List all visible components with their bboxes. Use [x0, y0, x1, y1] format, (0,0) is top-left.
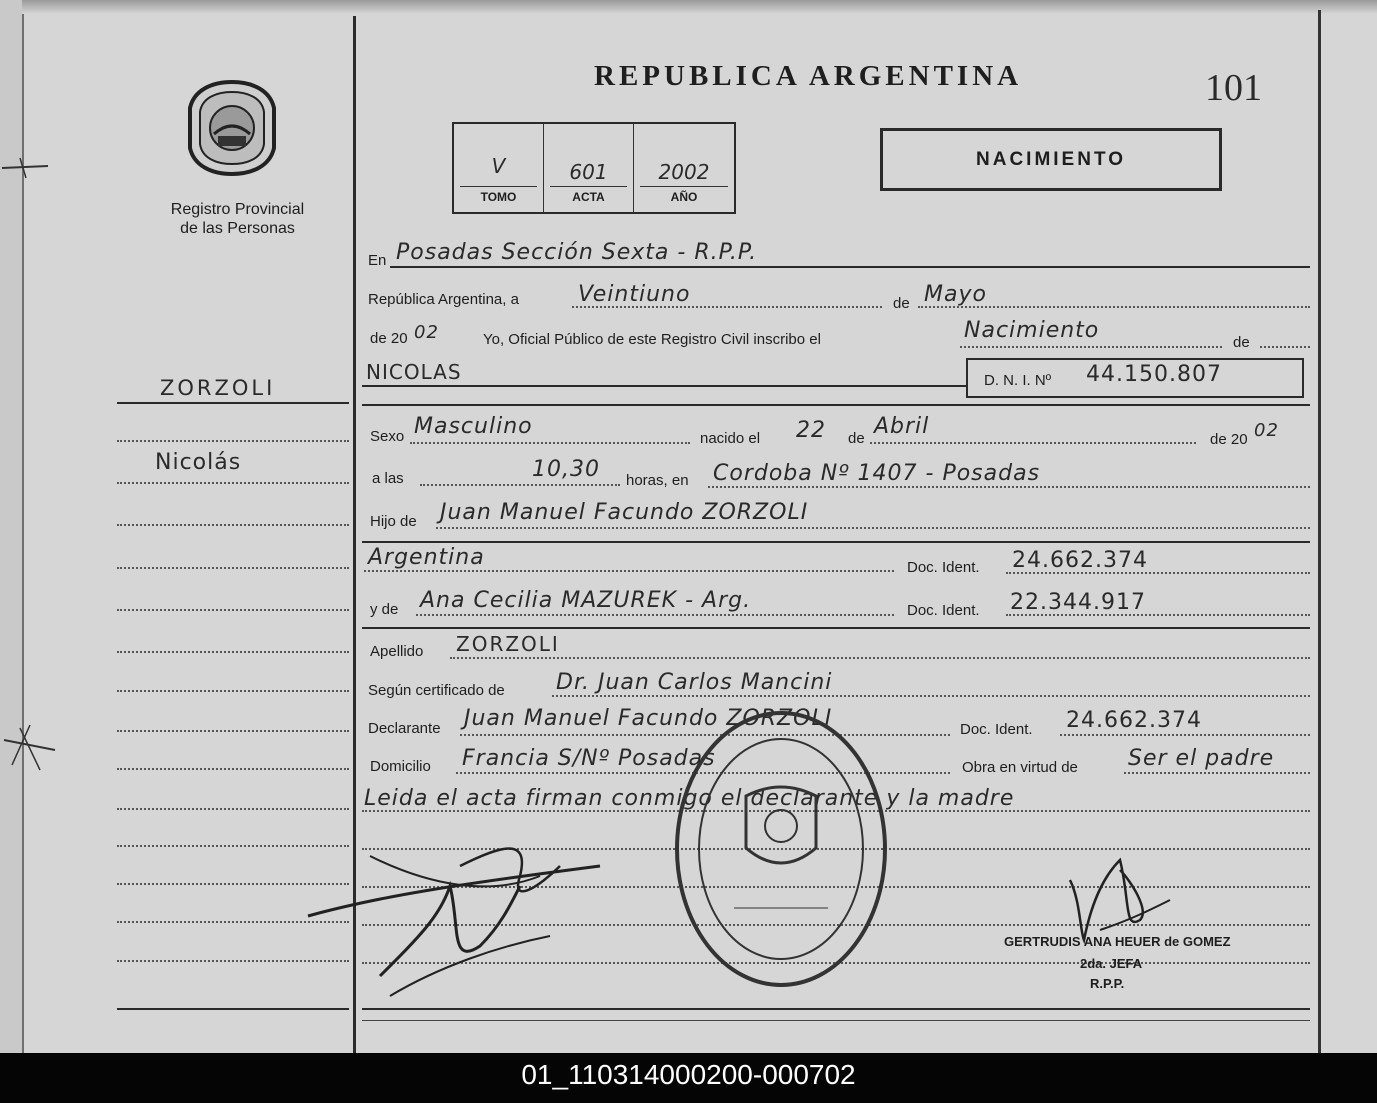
dni-box	[966, 358, 1304, 398]
year-suffix: 02	[414, 322, 439, 343]
republica-label: República Argentina, a	[368, 291, 519, 308]
mother-doc-label: Doc. Ident.	[907, 602, 980, 619]
declarante-doc-label: Doc. Ident.	[960, 721, 1033, 738]
record-number-box	[452, 122, 736, 214]
year-prefix: de 20	[370, 330, 408, 347]
domicilio-label: Domicilio	[370, 758, 431, 775]
father-doc-label: Doc. Ident.	[907, 559, 980, 576]
official-stamp-icon	[672, 708, 890, 990]
registry-line-2: de las Personas	[180, 220, 295, 237]
sexo-label: Sexo	[370, 428, 405, 445]
registry-label	[140, 200, 335, 238]
birth-year-prefix: de 20	[1210, 431, 1248, 448]
birth-year-suffix: 02	[1254, 420, 1279, 441]
dni-label: D. N. I. Nº	[984, 372, 1052, 389]
signatory-title: 2da. JEFA	[1080, 956, 1143, 971]
apellido-label: Apellido	[370, 643, 424, 660]
signatory-office: R.P.P.	[1090, 976, 1125, 991]
page-border	[1318, 10, 1321, 1053]
birth-place-value: Cordoba Nº 1407 - Posadas	[713, 461, 1041, 486]
declarante-doc-value: 24.662.374	[1066, 708, 1202, 733]
tomo-cell	[454, 124, 544, 212]
dni-value: 44.150.807	[1086, 362, 1222, 387]
place-value: Posadas Sección Sexta - R.P.P.	[396, 240, 758, 265]
father-doc-value: 24.662.374	[1012, 548, 1148, 573]
hijo-label: Hijo de	[370, 513, 417, 530]
signatory-name: GERTRUDIS ANA HEUER de GOMEZ	[1004, 934, 1231, 949]
yo-text: Yo, Oficial Público de este Registro Civil inscribo el	[483, 331, 821, 348]
anio-cell	[634, 124, 734, 212]
anio-value: 2002	[658, 160, 710, 184]
acta-value: 601	[569, 160, 608, 184]
father-nationality-value: Argentina	[368, 545, 485, 570]
child-name-value: NICOLAS	[366, 360, 462, 384]
day-words-value: Veintiuno	[578, 282, 691, 307]
margin-given-name: Nicolás	[155, 450, 242, 475]
sexo-value: Masculino	[414, 414, 533, 439]
tomo-value: V	[491, 154, 506, 178]
declarante-value: Juan Manuel Facundo ZORZOLI	[464, 706, 833, 731]
obra-label: Obra en virtud de	[962, 759, 1078, 776]
de-label-1: de	[893, 295, 910, 312]
month-value: Mayo	[924, 282, 987, 307]
footer-code: 01_110314000200-000702	[0, 1053, 1377, 1103]
de-label-2: de	[1233, 334, 1250, 351]
birth-time-value: 10,30	[532, 457, 600, 482]
horas-label: horas, en	[626, 472, 689, 489]
page-shadow	[22, 0, 1377, 14]
y-de-label: y de	[370, 601, 399, 618]
nacido-label: nacido el	[700, 430, 761, 447]
declarante-label: Declarante	[368, 720, 441, 737]
birth-month-value: Abril	[874, 414, 930, 439]
en-label: En	[368, 252, 387, 269]
certificado-label: Según certificado de	[368, 682, 505, 699]
certificado-value: Dr. Juan Carlos Mancini	[556, 670, 833, 695]
de-label-3: de	[848, 430, 865, 447]
obra-value: Ser el padre	[1128, 746, 1275, 771]
folio-number: 101	[1205, 67, 1262, 109]
anio-label: AÑO	[670, 190, 698, 204]
a-las-label: a las	[372, 470, 404, 487]
tomo-label: TOMO	[480, 190, 517, 204]
signature-left	[300, 826, 620, 1006]
stitch-marks	[0, 150, 60, 800]
mother-doc-value: 22.344.917	[1010, 590, 1146, 615]
closing-note: Leida el acta firman conmigo el declarante y la madre	[364, 786, 1015, 811]
birth-day-value: 22	[796, 418, 826, 443]
province-seal-icon	[182, 78, 282, 178]
margin-surname: ZORZOLI	[160, 376, 276, 400]
apellido-value: ZORZOLI	[456, 632, 560, 656]
domicilio-value: Francia S/Nº Posadas	[462, 746, 716, 771]
document-title: REPUBLICA ARGENTINA	[594, 60, 1023, 92]
act-kind-value: Nacimiento	[964, 318, 1100, 343]
registry-line-1: Registro Provincial	[170, 201, 305, 218]
acta-label: ACTA	[572, 190, 605, 204]
record-type-box: NACIMIENTO	[880, 128, 1222, 191]
mother-name-value: Ana Cecilia MAZUREK - Arg.	[420, 588, 752, 613]
acta-cell	[544, 124, 634, 212]
father-name-value: Juan Manuel Facundo ZORZOLI	[440, 500, 809, 525]
